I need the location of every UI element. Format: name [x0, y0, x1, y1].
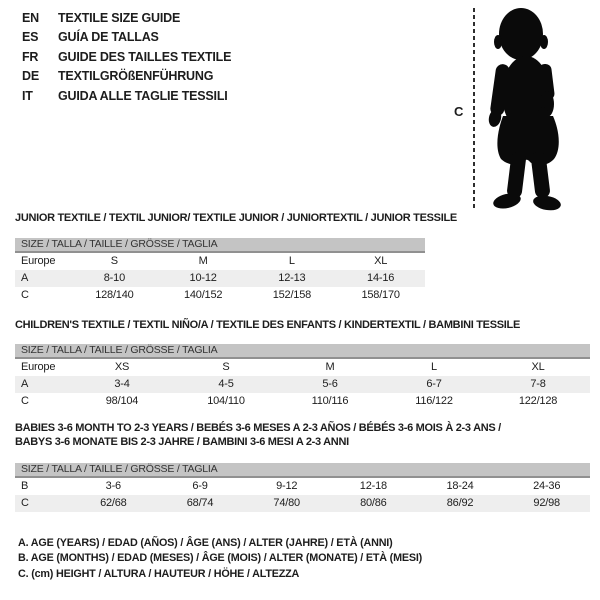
size-cell: L	[288, 255, 295, 267]
size-cell: 8-10	[103, 272, 125, 284]
size-cell: 7-8	[530, 378, 546, 390]
lang-label: GUIDA ALLE TAGLIE TESSILI	[58, 88, 228, 103]
size-cell: S	[110, 255, 118, 267]
lang-row-fr	[22, 47, 231, 67]
table-header: SIZE / TALLA / TAILLE / GRÖSSE / TAGLIA	[15, 344, 590, 359]
lang-code: ES	[22, 30, 39, 45]
size-cell: M	[198, 255, 208, 267]
size-cell: 3-4	[114, 378, 130, 390]
babies-size-table	[15, 463, 590, 512]
lang-row-de	[22, 67, 231, 87]
row-label: C	[21, 497, 29, 509]
size-cell: 24-36	[533, 480, 561, 492]
row-label: B	[21, 480, 29, 492]
size-cell: 12-13	[278, 272, 306, 284]
size-cell: 122/128	[518, 395, 558, 407]
size-cell: XS	[114, 361, 130, 373]
size-cell: 128/140	[95, 289, 134, 301]
children-table-title: CHILDREN'S TEXTILE / TEXTIL NIÑO/A / TEXTILE DES ENFANTS / KINDERTEXTIL / BAMBINI TESSILE	[15, 319, 520, 331]
footnote-c: C. (cm) HEIGHT / ALTURA / HAUTEUR / HÖHE / ALTEZZA	[18, 567, 300, 580]
lang-row-it	[22, 86, 231, 106]
lang-label: GUIDE DES TAILLES TEXTILE	[58, 49, 232, 64]
size-cell: XL	[531, 361, 545, 373]
row-label: A	[21, 378, 29, 390]
table-row	[15, 287, 425, 304]
lang-code: EN	[22, 10, 39, 25]
lang-code: FR	[22, 49, 39, 64]
table-row	[15, 495, 590, 512]
babies-table-title-line1: BABIES 3-6 MONTH TO 2-3 YEARS / BEBÉS 3-6 MESES A 2-3 AÑOS / BÉBÉS 3-6 MOIS À 2-3 ANS /	[15, 422, 501, 434]
size-cell: 10-12	[189, 272, 217, 284]
row-label: Europe	[21, 361, 56, 373]
table-header: SIZE / TALLA / TAILLE / GRÖSSE / TAGLIA	[15, 463, 590, 478]
junior-size-table	[15, 238, 425, 304]
lang-row-en	[22, 8, 231, 28]
table-row	[15, 270, 425, 287]
baby-silhouette-icon	[483, 4, 579, 212]
size-cell: L	[431, 361, 437, 373]
size-cell: 104/110	[207, 395, 245, 407]
size-cell: 110/116	[311, 395, 349, 407]
size-cell: 92/98	[533, 497, 560, 509]
lang-label: TEXTILE SIZE GUIDE	[58, 10, 181, 25]
size-cell: M	[325, 361, 335, 373]
footnote-a: A. AGE (YEARS) / EDAD (AÑOS) / ÂGE (ANS) / ALTER (JAHRE) / ETÀ (ANNI)	[18, 537, 393, 549]
lang-code: DE	[22, 69, 39, 84]
lang-label: TEXTILGRÖßENFÜHRUNG	[58, 69, 214, 84]
size-cell: S	[222, 361, 230, 373]
size-cell: 18-24	[446, 480, 474, 492]
size-cell: 12-18	[359, 480, 387, 492]
lang-row-es	[22, 28, 231, 48]
footnotes	[18, 536, 422, 582]
language-list	[22, 8, 231, 106]
size-cell: XL	[374, 255, 388, 267]
size-cell: 62/68	[100, 497, 127, 509]
row-label: C	[21, 289, 29, 301]
size-cell: 4-5	[218, 378, 234, 390]
lang-code: IT	[22, 88, 33, 103]
row-label: Europe	[21, 255, 56, 267]
lang-label: GUÍA DE TALLAS	[58, 30, 159, 45]
table-header: SIZE / TALLA / TAILLE / GRÖSSE / TAGLIA	[15, 238, 425, 253]
dashed-measure-line	[473, 8, 475, 210]
row-label: C	[21, 395, 29, 407]
size-cell: 86/92	[446, 497, 474, 509]
size-cell: 98/104	[105, 395, 139, 407]
row-label: A	[21, 272, 29, 284]
table-row	[15, 253, 425, 270]
size-cell: 6-7	[426, 378, 442, 390]
size-cell: 116/122	[415, 395, 453, 407]
size-cell: 68/74	[186, 497, 214, 509]
size-cell: 152/158	[272, 289, 312, 301]
table-row	[15, 376, 590, 393]
footnote-b: B. AGE (MONTHS) / EDAD (MESES) / ÂGE (MOIS) / ALTER (MONATE) / ETÀ (MESI)	[18, 552, 423, 565]
table-row	[15, 359, 590, 376]
table-row	[15, 393, 590, 410]
babies-table-title-line2: BABYS 3-6 MONATE BIS 2-3 JAHRE / BAMBINI 3-6 MESI A 2-3 ANNI	[15, 436, 349, 448]
size-cell: 6-9	[192, 480, 208, 492]
size-cell: 158/170	[361, 289, 400, 301]
height-measure-label: C	[454, 104, 464, 119]
size-cell: 80/86	[360, 497, 387, 509]
size-cell: 3-6	[105, 480, 121, 492]
size-cell: 5-6	[322, 378, 338, 390]
junior-table-title: JUNIOR TEXTILE / TEXTIL JUNIOR/ TEXTILE JUNIOR / JUNIORTEXTIL / JUNIOR TESSILE	[15, 212, 457, 224]
size-cell: 140/152	[183, 289, 223, 301]
children-size-table	[15, 344, 590, 410]
size-cell: 14-16	[367, 272, 395, 284]
table-row	[15, 478, 590, 495]
size-cell: 9-12	[276, 480, 298, 492]
size-cell: 74/80	[273, 497, 300, 509]
